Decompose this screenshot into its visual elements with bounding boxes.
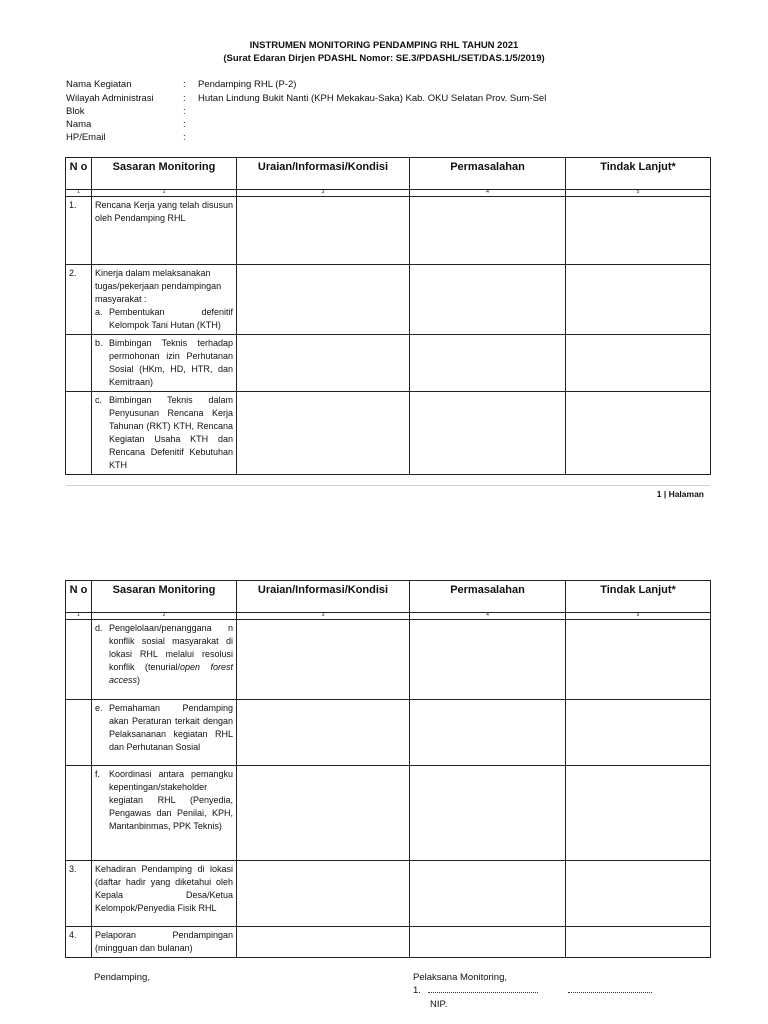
row-text: Kehadiran Pendamping di lokasi (daftar hadir yang diketahui oleh Kepala Desa/Ketua Kelompok/Penyedia Fisik RHL — [92, 861, 237, 927]
header-sasaran: Sasaran Monitoring — [92, 581, 237, 613]
sub-item — [95, 622, 233, 687]
sub-text — [109, 622, 233, 687]
table-row — [66, 766, 711, 861]
sub-text-italic: open forest access — [109, 662, 233, 685]
empty-cell — [237, 392, 410, 475]
header-permasalahan: Permasalahan — [410, 581, 566, 613]
signature-line — [428, 986, 538, 993]
header-tindak-lanjut: Tindak Lanjut* — [566, 581, 711, 613]
info-colon: : — [183, 119, 186, 130]
row-cell — [92, 265, 237, 335]
info-label-nama: Nama — [66, 119, 92, 130]
empty-cell — [410, 700, 566, 766]
empty-cell — [566, 265, 711, 335]
row-cell — [92, 392, 237, 475]
info-label-nama-kegiatan: Nama Kegiatan — [66, 79, 132, 90]
sub-letter: e. — [95, 703, 103, 713]
table-row — [66, 335, 711, 392]
empty-cell — [237, 197, 410, 265]
info-colon: : — [183, 106, 186, 117]
row-text: Rencana Kerja yang telah disusun oleh Pendamping RHL — [92, 197, 237, 265]
row-cell — [92, 620, 237, 700]
monitoring-table-page1 — [65, 157, 711, 475]
empty-cell — [237, 335, 410, 392]
info-label-blok: Blok — [66, 106, 85, 117]
info-label-hp-email: HP/Email — [66, 132, 106, 143]
empty-cell — [566, 861, 711, 927]
empty-cell — [566, 700, 711, 766]
info-colon: : — [183, 132, 186, 143]
row-cell — [92, 700, 237, 766]
empty-cell — [566, 766, 711, 861]
header-uraian: Uraian/Informasi/Kondisi — [237, 581, 410, 613]
empty-cell — [237, 620, 410, 700]
row-number: 4. — [66, 927, 92, 958]
column-number: 3 — [237, 613, 410, 620]
empty-cell — [410, 265, 566, 335]
empty-cell — [566, 927, 711, 958]
sub-letter: c. — [95, 395, 103, 405]
empty-cell — [410, 927, 566, 958]
empty-cell — [66, 700, 92, 766]
column-number: 4 — [410, 190, 566, 197]
row-number: 3. — [66, 861, 92, 927]
monitoring-table-page2 — [65, 580, 711, 958]
table-row — [66, 927, 711, 958]
sub-item — [95, 306, 233, 332]
header-no: N o — [66, 158, 92, 190]
empty-cell — [237, 766, 410, 861]
header-tindak-lanjut: Tindak Lanjut* — [566, 158, 711, 190]
row-text: Kinerja dalam melaksanakan tugas/pekerjaan pendampingan masyarakat : — [95, 268, 222, 304]
sub-letter: b. — [95, 338, 103, 348]
column-number: 3 — [237, 190, 410, 197]
empty-cell — [410, 197, 566, 265]
document-title: INSTRUMEN MONITORING PENDAMPING RHL TAHUN 2021 — [249, 40, 519, 51]
table-row — [66, 620, 711, 700]
row-cell — [92, 335, 237, 392]
row-text: Pelaporan Pendampingan (mingguan dan bulanan) — [92, 927, 237, 958]
sub-text: Pemahaman Pendamping akan Peraturan terkait dengan Pelaksananan kegiatan RHL dan Perhutanan Sosial — [109, 703, 233, 752]
info-value-wilayah: Hutan Lindung Bukit Nanti (KPH Mekakau-Saka) Kab. OKU Selatan Prov. Sum-Sel — [198, 93, 547, 104]
column-number: 2 — [92, 190, 237, 197]
sub-item — [95, 702, 233, 754]
nip-label: NIP. — [430, 999, 448, 1010]
info-value-nama-kegiatan: Pendamping RHL (P-2) — [198, 79, 297, 90]
sub-letter: a. — [95, 307, 103, 317]
sub-text: Pembentukan defenitif Kelompok Tani Hutan (KTH) — [109, 307, 233, 330]
info-colon: : — [183, 79, 186, 90]
sub-text: Bimbingan Teknis dalam Penyusunan Rencana Kerja Tahunan (RKT) KTH, Rencana Kegiatan Usaha KTH dan Rencana Defenitif Kebutuhan KTH — [109, 395, 233, 470]
sub-text: Bimbingan Teknis terhadap permohonan izin Perhutanan Sosial (HKm, HD, HTR, dan Kemitraan) — [109, 338, 233, 387]
empty-cell — [566, 335, 711, 392]
row-number: 2. — [66, 265, 92, 335]
header-uraian: Uraian/Informasi/Kondisi — [237, 158, 410, 190]
column-number: 1 — [66, 613, 92, 620]
column-number: 4 — [410, 613, 566, 620]
row-cell — [92, 766, 237, 861]
empty-cell — [410, 620, 566, 700]
page-footer: 1 | Halaman — [656, 489, 704, 499]
signature-number: 1. — [413, 985, 421, 996]
empty-cell — [410, 861, 566, 927]
table-row — [66, 861, 711, 927]
signature-label-pendamping: Pendamping, — [94, 972, 150, 983]
empty-cell — [237, 700, 410, 766]
header-permasalahan: Permasalahan — [410, 158, 566, 190]
sub-text-part: Pengelolaan/penanggana n konflik sosial masyarakat di lokasi RHL melalui resolusi konflik (tenurial/ — [109, 623, 233, 672]
table-row — [66, 700, 711, 766]
table-row — [66, 265, 711, 335]
sub-item — [95, 394, 233, 472]
sub-letter: f. — [95, 769, 101, 779]
header-no: N o — [66, 581, 92, 613]
empty-cell — [66, 766, 92, 861]
signature-label-pelaksana: Pelaksana Monitoring, — [413, 972, 507, 983]
sub-text-part: ) — [137, 675, 141, 685]
empty-cell — [566, 392, 711, 475]
column-number: 2 — [92, 613, 237, 620]
empty-cell — [410, 766, 566, 861]
table-row — [66, 197, 711, 265]
page-divider — [66, 485, 710, 486]
empty-cell — [66, 620, 92, 700]
header-sasaran: Sasaran Monitoring — [92, 158, 237, 190]
empty-cell — [237, 927, 410, 958]
info-label-wilayah: Wilayah Administrasi — [66, 93, 154, 104]
empty-cell — [66, 335, 92, 392]
column-number: 5 — [566, 613, 711, 620]
empty-cell — [566, 620, 711, 700]
signature-line — [568, 986, 652, 993]
document-subtitle: (Surat Edaran Dirjen PDASHL Nomor: SE.3/PDASHL/SET/DAS.1/5/2019) — [223, 53, 545, 64]
sub-item — [95, 337, 233, 389]
info-colon: : — [183, 93, 186, 104]
empty-cell — [566, 197, 711, 265]
empty-cell — [237, 861, 410, 927]
table-row — [66, 392, 711, 475]
empty-cell — [237, 265, 410, 335]
row-number: 1. — [66, 197, 92, 265]
empty-cell — [410, 392, 566, 475]
sub-letter: d. — [95, 623, 103, 633]
column-number: 1 — [66, 190, 92, 197]
sub-item — [95, 768, 233, 833]
empty-cell — [410, 335, 566, 392]
column-number: 5 — [566, 190, 711, 197]
empty-cell — [66, 392, 92, 475]
sub-text: Koordinasi antara pemangku kepentingan/stakeholder kegiatan RHL (Penyedia, Pengawas dan Penilai, KPH, Mantanbinmas, PPK Teknis) — [109, 769, 233, 831]
